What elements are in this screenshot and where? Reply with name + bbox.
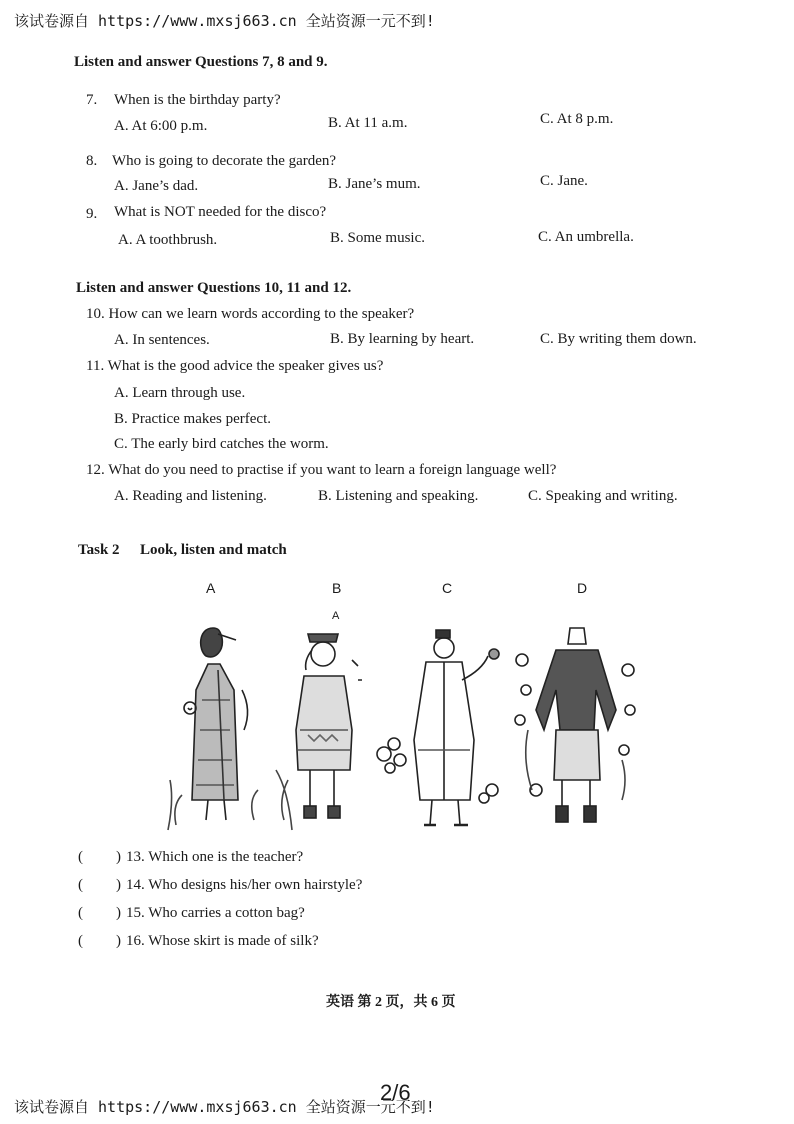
item16-close-paren: )	[116, 933, 121, 949]
q9-option-a: A. A toothbrush.	[118, 232, 218, 248]
q8-text: Who is going to decorate the garden?	[112, 153, 337, 169]
q11-option-a: A. Learn through use.	[114, 385, 246, 401]
q7-option-a: A. At 6:00 p.m.	[114, 118, 208, 134]
q9-option-b: B. Some music.	[330, 230, 426, 246]
q12-option-b: B. Listening and speaking.	[318, 488, 479, 504]
q11-option-c: C. The early bird catches the worm.	[114, 436, 329, 452]
q11-option-b: B. Practice makes perfect.	[114, 411, 272, 427]
item15-close-paren: )	[116, 905, 121, 921]
q9-option-c: C. An umbrella.	[538, 229, 634, 245]
q12-option-c: C. Speaking and writing.	[528, 488, 678, 504]
q10-text: 10. How can we learn words according to the speaker?	[86, 306, 415, 322]
task2-label: Task 2	[78, 542, 120, 558]
q7-option-b: B. At 11 a.m.	[328, 115, 408, 131]
q12-text: 12. What do you need to practise if you want to learn a foreign language well?	[86, 462, 557, 478]
item15-open-paren: (	[78, 905, 83, 921]
q9-number: 9.	[86, 206, 98, 222]
bottom-watermark: 该试卷源自 https://www.mxsj663.cn 全站资源一元不到!	[14, 1098, 435, 1116]
figure-a-illustration	[158, 620, 268, 835]
item13-close-paren: )	[116, 849, 121, 865]
figure-d-illustration	[510, 620, 640, 835]
page-footer: 英语 第 2 页，共 6 页	[326, 995, 456, 1010]
q7-text: When is the birthday party?	[114, 92, 281, 108]
item14-close-paren: )	[116, 877, 121, 893]
item14-text: 14. Who designs his/her own hairstyle?	[126, 877, 363, 893]
top-watermark: 该试卷源自 https://www.mxsj663.cn 全站资源一元不到!	[14, 12, 435, 30]
picture-label-c: C	[442, 580, 453, 596]
figure-b-illustration	[268, 620, 378, 835]
item16-text: 16. Whose skirt is made of silk?	[126, 933, 319, 949]
q10-option-b: B. By learning by heart.	[330, 331, 475, 347]
item13-text: 13. Which one is the teacher?	[126, 849, 304, 865]
section-heading-7-9: Listen and answer Questions 7, 8 and 9.	[74, 54, 328, 70]
picture-b-mark: A	[332, 610, 340, 622]
q8-option-c: C. Jane.	[540, 173, 588, 189]
q10-option-a: A. In sentences.	[114, 332, 210, 348]
figure-c-illustration	[370, 620, 510, 835]
picture-label-b: B	[332, 580, 342, 596]
task2-title: Look, listen and match	[140, 542, 287, 558]
q8-number: 8.	[86, 153, 98, 169]
q7-option-c: C. At 8 p.m.	[540, 111, 614, 127]
q8-option-b: B. Jane’s mum.	[328, 176, 421, 192]
item13-open-paren: (	[78, 849, 83, 865]
q7-number: 7.	[86, 92, 98, 108]
picture-label-d: D	[577, 580, 588, 596]
item14-open-paren: (	[78, 877, 83, 893]
section-heading-10-12: Listen and answer Questions 10, 11 and 12.	[76, 280, 352, 296]
q9-text: What is NOT needed for the disco?	[114, 204, 327, 220]
picture-label-a: A	[206, 580, 216, 596]
item15-text: 15. Who carries a cotton bag?	[126, 905, 305, 921]
item16-open-paren: (	[78, 933, 83, 949]
q12-option-a: A. Reading and listening.	[114, 488, 267, 504]
q10-option-c: C. By writing them down.	[540, 331, 697, 347]
q11-text: 11. What is the good advice the speaker gives us?	[86, 358, 384, 374]
q8-option-a: A. Jane’s dad.	[114, 178, 199, 194]
page-number: 2/6	[380, 1080, 411, 1105]
